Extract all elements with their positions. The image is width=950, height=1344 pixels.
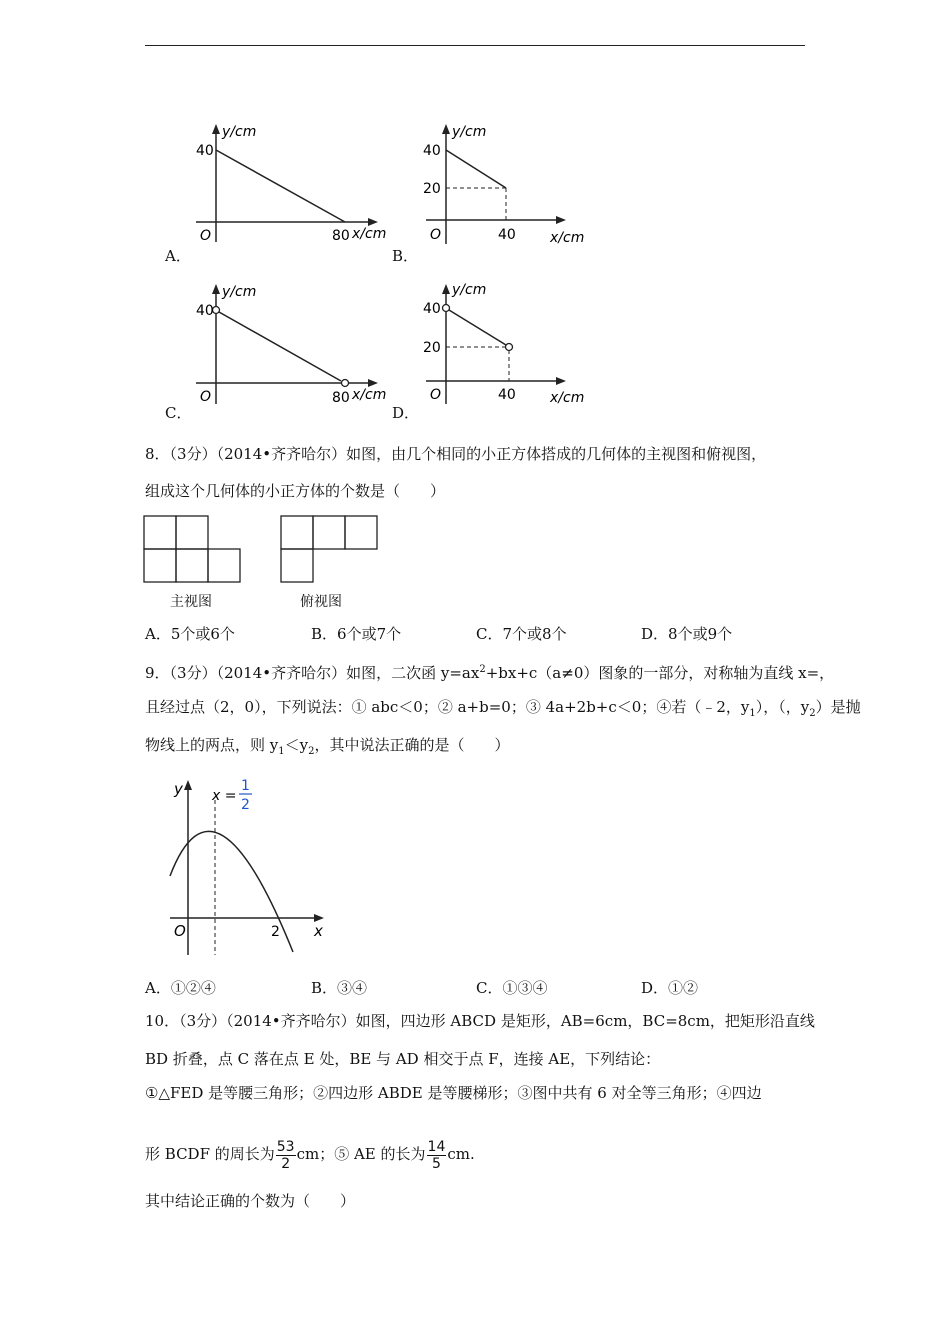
c-x80: 80 [332,390,350,406]
c-xlab: x/cm [352,387,387,403]
figure-a [190,122,390,252]
option-d-label: D． [392,404,420,422]
q9-option-d: D．①② [641,979,699,997]
a-x80: 80 [332,228,350,244]
q9-line1: 9．（3分）（2014•齐齐哈尔）如图，二次函 $y=ax^2+bx+c(a\ne 0)$图象的一部分，对称轴为直线 x=， [145,664,835,682]
d-origin: O [430,387,442,403]
q10-line4: 形 BCDF 的周长为 $\frac{53}{2}$ cm；⑤ AE 的长为 $\frac{14}{5}$ cm. [145,1138,475,1172]
q9-axis-eq: x = [212,788,237,804]
header-rule [145,45,805,46]
q8-option-d: D．8个或9个 [641,625,733,643]
c-y40: 40 [196,303,214,319]
c-origin: O [200,389,212,405]
q9-axis-den: 2 [241,797,250,813]
q9-option-a: A．①②④ [145,979,216,997]
a-ylab: y/cm [222,124,257,140]
q8-line1: 8．（3分）（2014•齐齐哈尔）如图，由几个相同的小正方体搭成的几何体的主视图和俯视图， [145,445,767,463]
fraction-14-5: $\frac{14}{5}$ [427,1138,446,1172]
q9-parabola-graph [160,770,335,960]
option-b-label: B． [392,247,419,265]
q8-caption-front: 主视图 [170,594,212,610]
q8-caption-top: 俯视图 [300,594,342,610]
q8-line2: 组成这个几何体的小正方体的个数是（ ） [145,482,446,500]
b-y40: 40 [423,143,441,159]
q8-option-a: A．5个或6个 [145,625,235,643]
figure-c [190,282,390,412]
q10-line1: 10．（3分）（2014•齐齐哈尔）如图，四边形 ABCD 是矩形，AB=6cm，BC=8cm，把矩形沿直线 [145,1012,815,1030]
q10-line2: BD 折叠，点 C 落在点 E 处，BE 与 AD 相交于点 F，连接 AE，下列结论： [145,1050,661,1068]
c-ylab: y/cm [222,284,257,300]
figure-b [420,122,600,252]
option-a-label: A． [165,247,191,265]
q9-axis-num: 1 [241,778,250,794]
q8-top-view [280,515,382,585]
a-xlab: x/cm [352,226,387,242]
d-xlab: x/cm [550,390,585,406]
q10-line5: 其中结论正确的个数为（ ） [145,1192,356,1210]
d-x40: 40 [498,387,516,403]
q9-option-b: B．③④ [311,979,368,997]
b-xlab: x/cm [550,230,585,246]
a-origin: O [200,228,212,244]
b-x40: 40 [498,227,516,243]
q9-origin: O [174,922,186,940]
q10-line3: ①△FED 是等腰三角形；②四边形 ABDE 是等腰梯形；③图中共有 6 对全等三角形；④四边 [145,1084,762,1102]
q8-option-c: C．7个或8个 [476,625,567,643]
fraction-53-2: $\frac{53}{2}$ [276,1138,295,1172]
q8-option-b: B．6个或7个 [311,625,402,643]
a-y40: 40 [196,143,214,159]
q9-root-two: 2 [271,924,280,940]
q9-x-label: x [314,922,323,940]
d-y40: 40 [423,301,441,317]
b-y20: 20 [423,181,441,197]
q9-line2: 且经过点（2，0），下列说法：① abc＜0；② a+b=0；③ 4a+2b+c＜0；④若（﹣2，$y_1$），（，$y_2$）是抛 [145,698,861,719]
b-ylab: y/cm [452,124,487,140]
d-ylab: y/cm [452,282,487,298]
q9-line3: 物线上的两点，则 $y_1<y_2$，其中说法正确的是（ ） [145,736,510,757]
q9-y-label: y [174,780,183,798]
figure-d [420,282,600,412]
option-c-label: C． [165,404,192,422]
d-y20: 20 [423,340,441,356]
b-origin: O [430,227,442,243]
q9-option-c: C．①③④ [476,979,548,997]
q8-front-view [143,515,245,585]
